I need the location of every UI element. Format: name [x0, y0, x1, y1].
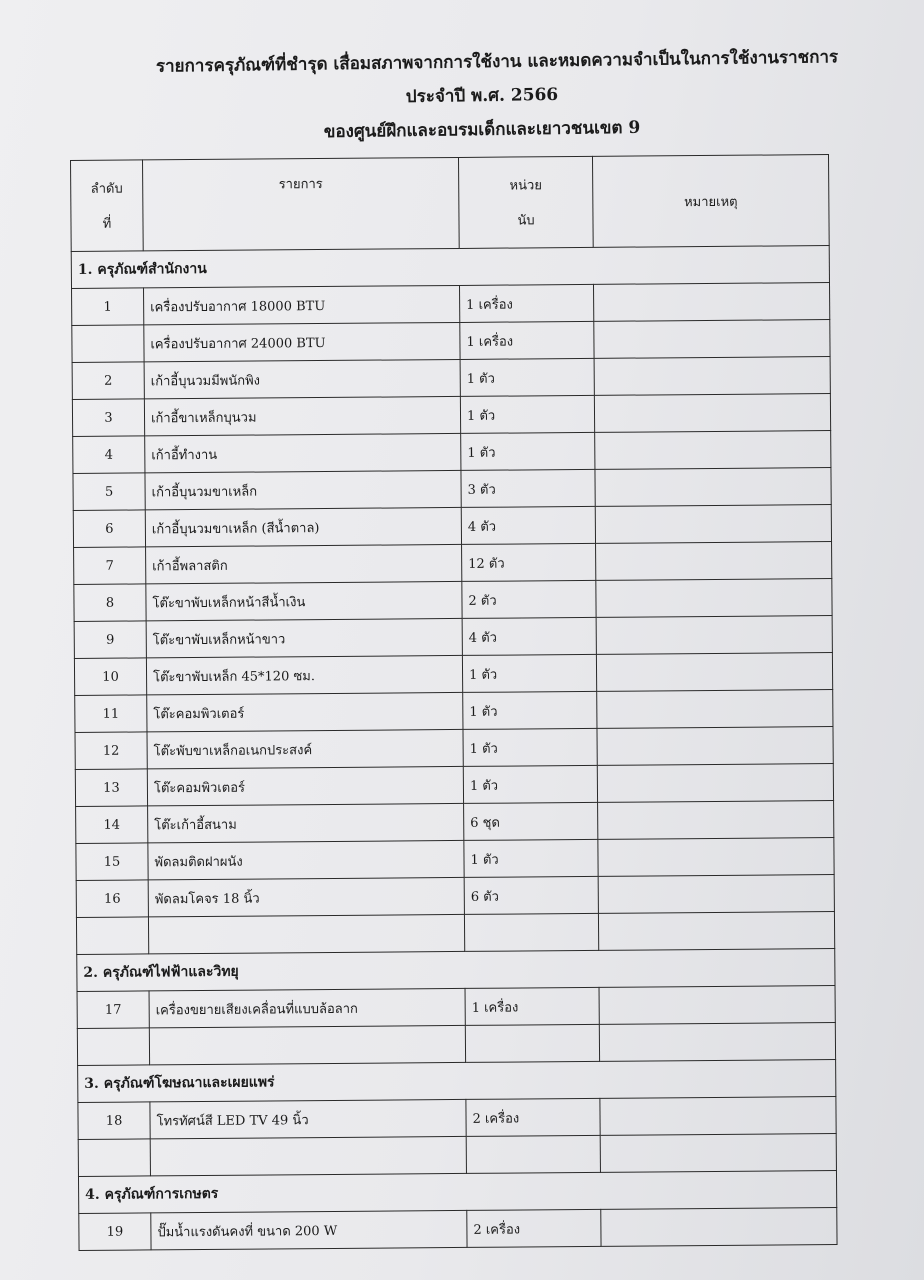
- row-remark: [598, 875, 834, 914]
- row-unit: 6 ชุด: [464, 802, 598, 840]
- row-item: เครื่องขยายเสียงเคลื่อนที่แบบล้อลาก: [149, 988, 465, 1027]
- table-row: [73, 431, 831, 474]
- row-unit: 1 เครื่อง: [459, 284, 593, 322]
- row-number: 12: [75, 732, 147, 770]
- row-remark: [597, 764, 833, 803]
- blank-cell: [77, 1028, 149, 1066]
- row-remark: [596, 579, 832, 618]
- row-number: 5: [73, 473, 145, 511]
- row-remark: [595, 431, 831, 470]
- row-remark: [595, 468, 831, 507]
- section-title: 1. ครุภัณฑ์สำนักงาน: [71, 246, 829, 289]
- section-row: [71, 246, 829, 289]
- table-row: [72, 394, 830, 437]
- row-item: ปั๊มน้ำแรงดันคงที่ ขนาด 200 W: [151, 1210, 467, 1249]
- row-item: โต๊ะขาพับเหล็กหน้าขาว: [146, 618, 462, 657]
- row-unit: 2 เครื่อง: [467, 1209, 601, 1247]
- table-row: [74, 579, 832, 622]
- table-row: [75, 764, 833, 807]
- row-number: 16: [76, 880, 148, 918]
- table-row: [74, 542, 832, 585]
- row-item: โทรทัศน์สี LED TV 49 นิ้ว: [150, 1099, 466, 1138]
- header-remark: หมายเหตุ: [592, 155, 829, 248]
- row-number: 9: [74, 621, 146, 659]
- row-remark: [593, 283, 829, 322]
- row-unit: 2 เครื่อง: [466, 1098, 600, 1136]
- row-number: 6: [73, 510, 145, 548]
- row-item: โต๊ะคอมพิวเตอร์: [147, 766, 463, 805]
- document-header: [0, 47, 924, 143]
- row-unit: 1 ตัว: [460, 395, 594, 433]
- row-unit: 1 ตัว: [462, 654, 596, 692]
- row-remark: [599, 986, 835, 1025]
- table-row: [74, 616, 832, 659]
- row-number: 13: [75, 769, 147, 807]
- equipment-table: [70, 154, 838, 1251]
- row-remark: [595, 505, 831, 544]
- header-unit-line1: หน่วย: [509, 178, 542, 194]
- row-number: 19: [79, 1213, 151, 1251]
- blank-cell: [598, 912, 834, 951]
- table-row: [77, 986, 835, 1029]
- blank-cell: [150, 1136, 466, 1175]
- row-unit: 12 ตัว: [462, 543, 596, 581]
- table-row: [76, 801, 834, 844]
- row-item: โต๊ะขาพับเหล็ก 45*120 ซม.: [146, 655, 462, 694]
- row-number: 1: [72, 288, 144, 326]
- row-remark: [597, 727, 833, 766]
- table-row: [72, 357, 830, 400]
- table-header-row: [71, 155, 830, 252]
- table-row: [75, 690, 833, 733]
- row-number: 14: [76, 806, 148, 844]
- table-row: [73, 505, 831, 548]
- table-row: [79, 1208, 837, 1251]
- row-remark: [596, 653, 832, 692]
- header-unit: [458, 156, 593, 248]
- blank-cell: [76, 917, 148, 955]
- row-remark: [594, 394, 830, 433]
- blank-row: [76, 912, 834, 955]
- row-unit: 2 ตัว: [462, 580, 596, 618]
- row-item: เก้าอี้ทำงาน: [145, 433, 461, 472]
- section-title: 3. ครุภัณฑ์โฆษณาและเผยแพร่: [78, 1060, 836, 1103]
- row-number: 11: [75, 695, 147, 733]
- row-remark: [601, 1208, 837, 1247]
- row-item: เครื่องปรับอากาศ 24000 BTU: [144, 322, 460, 361]
- table-row: [72, 283, 830, 326]
- row-item: โต๊ะขาพับเหล็กหน้าสีน้ำเงิน: [146, 581, 462, 620]
- blank-cell: [466, 1135, 600, 1173]
- row-unit: 4 ตัว: [461, 506, 595, 544]
- row-number: 4: [73, 436, 145, 474]
- blank-cell: [599, 1023, 835, 1062]
- row-number: 18: [78, 1102, 150, 1140]
- row-item: โต๊ะเก้าอี้สนาม: [148, 803, 464, 842]
- section-row: [78, 1171, 836, 1214]
- row-unit: 1 ตัว: [463, 765, 597, 803]
- row-item: พัดลมติดฝาผนัง: [148, 840, 464, 879]
- document-organization: ของศูนย์ฝึกและอบรมเด็กและเยาวชนเขต 9: [323, 117, 641, 143]
- row-unit: 6 ตัว: [464, 876, 598, 914]
- row-remark: [600, 1097, 836, 1136]
- table-body: [71, 246, 837, 1251]
- row-item: เก้าอี้บุนวมมีพนักพิง: [144, 359, 460, 398]
- row-unit: 1 ตัว: [463, 691, 597, 729]
- row-number: 10: [74, 658, 146, 696]
- document-year: ประจำปี พ.ศ. 2566: [405, 84, 559, 108]
- row-number: 17: [77, 991, 149, 1029]
- row-remark: [597, 690, 833, 729]
- row-unit: 1 ตัว: [464, 839, 598, 877]
- section-row: [77, 949, 835, 992]
- table-row: [76, 838, 834, 881]
- table-row: [72, 320, 830, 363]
- header-no-line2: ที่: [102, 216, 112, 232]
- row-unit: 1 ตัว: [460, 358, 594, 396]
- table-row: [75, 727, 833, 770]
- row-item: โต๊ะพับขาเหล็กอเนกประสงค์: [147, 729, 463, 768]
- section-row: [78, 1060, 836, 1103]
- row-unit: 1 ตัว: [463, 728, 597, 766]
- row-unit: 3 ตัว: [461, 469, 595, 507]
- blank-cell: [78, 1139, 150, 1177]
- row-item: เก้าอี้บุนวมขาเหล็ก: [145, 470, 461, 509]
- row-number: 15: [76, 843, 148, 881]
- header-item: รายการ: [143, 157, 460, 250]
- row-unit: 1 เครื่อง: [460, 321, 594, 359]
- header-unit-line2: นับ: [517, 213, 535, 229]
- blank-row: [77, 1023, 835, 1066]
- blank-cell: [464, 913, 598, 951]
- row-item: เก้าอี้บุนวมขาเหล็ก (สีน้ำตาล): [145, 507, 461, 546]
- row-remark: [596, 616, 832, 655]
- header-no-line1: ลำดับ: [90, 181, 123, 197]
- row-item: เครื่องปรับอากาศ 18000 BTU: [144, 285, 460, 324]
- table-row: [73, 468, 831, 511]
- table-row: [74, 653, 832, 696]
- blank-cell: [465, 1024, 599, 1062]
- row-unit: 1 เครื่อง: [465, 987, 599, 1025]
- blank-cell: [148, 914, 464, 953]
- blank-row: [78, 1134, 836, 1177]
- row-unit: 4 ตัว: [462, 617, 596, 655]
- document-title: รายการครุภัณฑ์ที่ชำรุด เสื่อมสภาพจากการใช้งาน และหมดความจำเป็นในการใช้งานราชการ: [155, 47, 839, 77]
- row-number: [72, 325, 144, 363]
- row-remark: [598, 801, 834, 840]
- row-item: เก้าอี้พลาสติก: [146, 544, 462, 583]
- section-title: 2. ครุภัณฑ์ไฟฟ้าและวิทยุ: [77, 949, 835, 992]
- blank-cell: [600, 1134, 836, 1173]
- row-number: 2: [72, 362, 144, 400]
- section-title: 4. ครุภัณฑ์การเกษตร: [78, 1171, 836, 1214]
- row-remark: [594, 320, 830, 359]
- row-unit: 1 ตัว: [461, 432, 595, 470]
- row-number: 7: [74, 547, 146, 585]
- header-no: [71, 160, 144, 252]
- row-remark: [594, 357, 830, 396]
- table-row: [76, 875, 834, 918]
- blank-cell: [149, 1025, 465, 1064]
- table-row: [78, 1097, 836, 1140]
- row-remark: [598, 838, 834, 877]
- row-number: 8: [74, 584, 146, 622]
- row-remark: [596, 542, 832, 581]
- row-item: เก้าอี้ขาเหล็กบุนวม: [144, 396, 460, 435]
- row-number: 3: [72, 399, 144, 437]
- row-item: โต๊ะคอมพิวเตอร์: [147, 692, 463, 731]
- row-item: พัดลมโคจร 18 นิ้ว: [148, 877, 464, 916]
